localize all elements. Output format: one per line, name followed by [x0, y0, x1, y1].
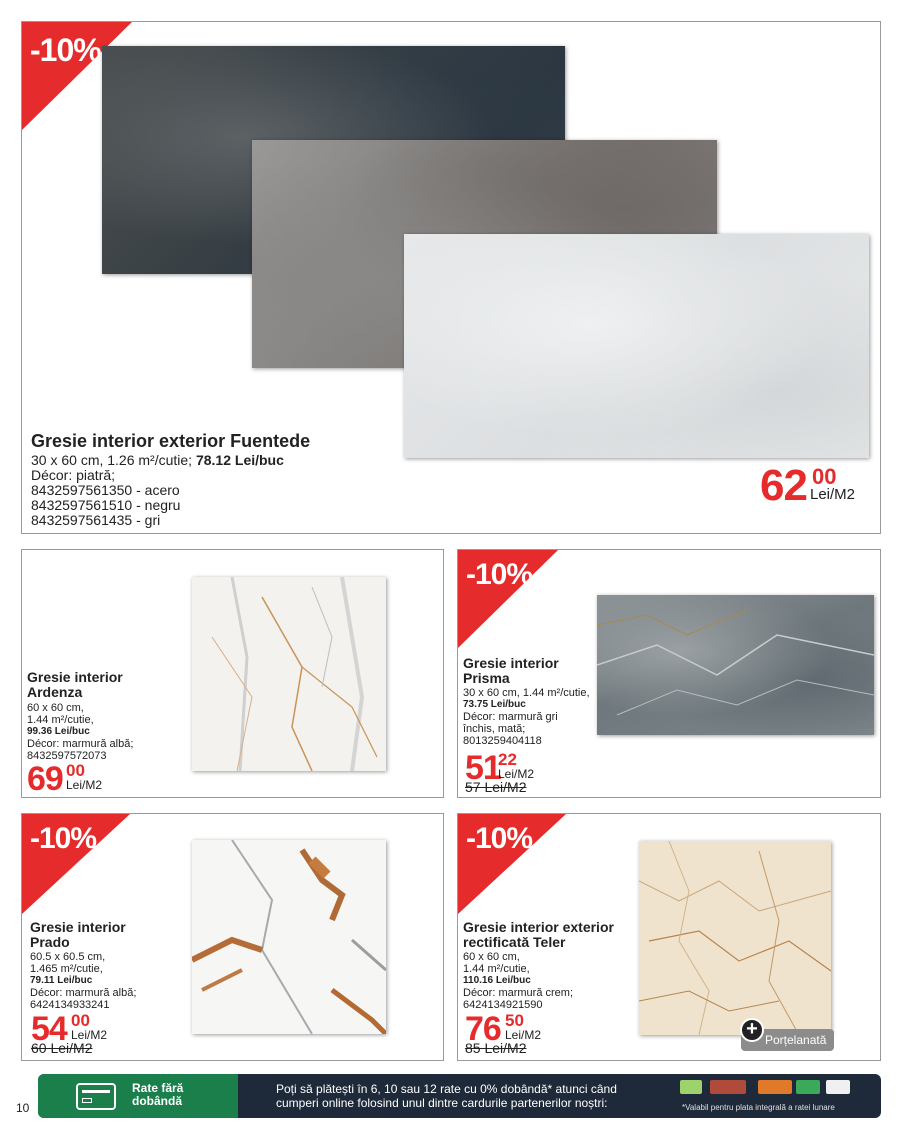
- partner-card-logo: [710, 1080, 746, 1094]
- product-code: 8432597561510 - negru: [31, 497, 181, 513]
- partner-card-logos: [680, 1080, 860, 1096]
- installments-banner: [38, 1074, 881, 1118]
- page-number: 10: [16, 1101, 30, 1115]
- plus-icon: +: [740, 1018, 764, 1042]
- discount-badge: -10%: [22, 22, 132, 130]
- product-card-prado: [21, 813, 444, 1061]
- tile-image-prisma: [597, 595, 874, 735]
- credit-card-icon: [76, 1083, 116, 1110]
- tile-image-acero: [404, 234, 869, 458]
- partner-card-logo: [758, 1080, 792, 1094]
- discount-badge: -10%: [22, 814, 132, 922]
- product-card-fuentede: [21, 21, 881, 534]
- product-specs: 30 x 60 cm, 1.44 m²/cutie, 73.75 Lei/buc Décor: marmură gri închis, mată; 8013259404118: [463, 687, 590, 747]
- product-title: Gresie interior exterior rectificată Teler: [463, 919, 614, 950]
- product-code: 8432597561435 - gri: [31, 512, 161, 528]
- partner-card-logo: [826, 1080, 850, 1094]
- discount-badge: -10%: [458, 550, 568, 658]
- product-title: Gresie interior Prisma: [463, 655, 559, 686]
- partner-card-logo: [796, 1080, 820, 1094]
- tile-image-ardenza: [192, 577, 386, 771]
- product-title: Gresie interior Ardenza: [27, 669, 123, 700]
- installments-title: Rate fără dobândă: [132, 1081, 184, 1108]
- tile-image-prado: [192, 840, 386, 1034]
- old-price: 60 Lei/M2: [31, 1040, 93, 1056]
- old-price: 57 Lei/M2: [465, 779, 527, 795]
- product-specs: 60 x 60 cm, 1.44 m²/cutie, 110.16 Lei/buc Décor: marmură crem; 6424134921590: [463, 951, 574, 1011]
- installments-text: Poți să plătești în 6, 10 sau 12 rate cu 0% dobândă* atunci când cumperi online folosind unul dintre cardurile partenerilor noștri:: [276, 1082, 617, 1110]
- product-card-ardenza: [21, 549, 444, 798]
- price: 51 22 Lei/M2: [465, 749, 535, 787]
- price: 69 00 Lei/M2: [27, 760, 103, 798]
- material-tag: Porțelanată: [741, 1029, 834, 1051]
- product-title: Gresie interior Prado: [30, 919, 126, 950]
- price: 62 00 Lei/M2: [760, 461, 856, 510]
- product-specs: 30 x 60 cm, 1.26 m²/cutie; 78.12 Lei/buc Décor: piatră; 8432597561350 - acero 8432597561510 - negru 8432597561435 - gri: [31, 452, 284, 528]
- discount-badge: -10%: [458, 814, 568, 922]
- price: 76 50 Lei/M2: [465, 1010, 542, 1048]
- price: 54 00 Lei/M2: [31, 1010, 108, 1048]
- product-specs: 60 x 60 cm, 1.44 m²/cutie, 99.36 Lei/buc Décor: marmură albă; 8432597572073: [27, 702, 134, 762]
- partner-card-logo: [680, 1080, 702, 1094]
- old-price: 85 Lei/M2: [465, 1040, 527, 1056]
- product-card-teler: [457, 813, 881, 1061]
- product-code: 8432597561350 - acero: [31, 482, 180, 498]
- product-card-prisma: [457, 549, 881, 798]
- product-title: Gresie interior exterior Fuentede: [31, 431, 311, 451]
- tile-image-teler: [639, 841, 831, 1035]
- installments-note: *Valabil pentru plata integrală a ratei lunare: [682, 1103, 835, 1112]
- product-specs: 60.5 x 60.5 cm, 1.465 m²/cutie, 79.11 Lei/buc Décor: marmură albă; 6424134933241: [30, 951, 137, 1011]
- installments-label-box: [38, 1074, 238, 1118]
